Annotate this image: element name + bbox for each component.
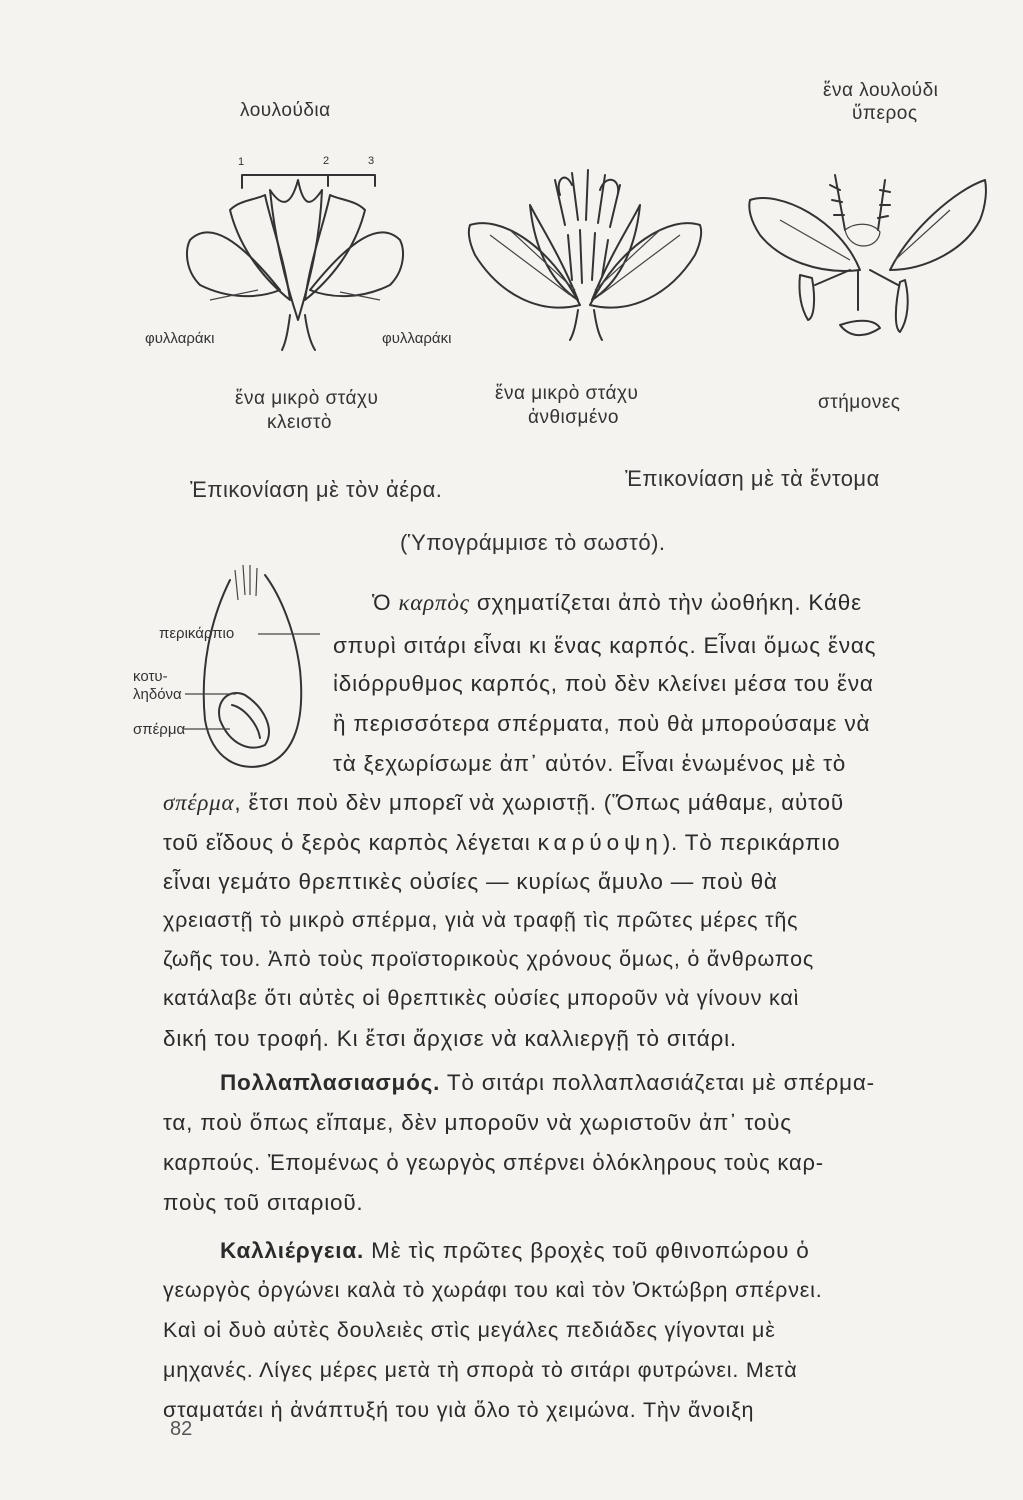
flower-number-1: 1 bbox=[238, 156, 245, 168]
underline-instruction: (Ὑπογράμμισε τὸ σωστό). bbox=[400, 530, 666, 555]
text-line: ἰδιόρρυθμος καρπός, ποὺ δὲν κλείνει μέσα του ἕνα bbox=[333, 671, 874, 696]
cotyledon-label-1: κοτυ- bbox=[133, 668, 168, 685]
pistil-label: ὕπερος bbox=[852, 103, 918, 124]
text-line: μηχανές. Λίγες μέρες μετὰ τὴ σπορὰ τὸ σιτάρι φυτρώνει. Μετὰ bbox=[163, 1358, 798, 1382]
text-line: σπέρμα, ἔτσι ποὺ δὲν μπορεῖ νὰ χωριστῇ. (Ὅπως μάθαμε, αὐτοῦ bbox=[163, 790, 844, 815]
text-line: τὰ ξεχωρίσωμε ἀπ᾿ αὐτόν. Εἶναι ἑνωμένος μὲ τὸ bbox=[333, 751, 847, 776]
single-flower-label: ἕνα λουλούδι bbox=[823, 80, 939, 101]
text-line: εἶναι γεμάτο θρεπτικὲς οὐσίες — κυρίως ἄμυλο — ποὺ θὰ bbox=[163, 869, 778, 894]
text-line: Καὶ οἱ δυὸ αὐτὲς δουλειὲς στὶς μεγάλες πεδιάδες γίγονται μὲ bbox=[163, 1318, 776, 1342]
blooming-spikelet-caption-1: ἕνα μικρὸ στάχυ bbox=[495, 383, 639, 404]
text-line: γεωργὸς ὀργώνει καλὰ τὸ χωράφι του καὶ τὸν Ὀκτώβρη σπέρνει. bbox=[163, 1278, 823, 1302]
stamens-label: στήμονες bbox=[818, 392, 901, 413]
text-line: χρειαστῇ τὸ μικρὸ σπέρμα, γιὰ νὰ τραφῇ τὶς πρῶτες μέρες τῆς bbox=[163, 908, 799, 932]
text-line: τα, ποὺ ὅπως εἴπαμε, δὲν μποροῦν νὰ χωριστοῦν ἀπ᾿ τοὺς bbox=[163, 1110, 792, 1135]
text-line: δική του τροφή. Κι ἔτσι ἄρχισε νὰ καλλιεργῇ τὸ σιτάρι. bbox=[163, 1026, 737, 1051]
seed-label: σπέρμα bbox=[133, 721, 186, 738]
heading-cultivation: Καλλιέργεια. bbox=[220, 1238, 365, 1263]
text-line: Πολλαπλασιασμός. Τὸ σιτάρι πολλαπλασιάζεται μὲ σπέρμα- bbox=[220, 1070, 875, 1095]
closed-spikelet-caption-2: κλειστὸ bbox=[267, 412, 332, 433]
text-line: κατάλαβε ὅτι αὐτὲς οἱ θρεπτικὲς οὐσίες μποροῦν νὰ γίνουν καὶ bbox=[163, 986, 800, 1010]
blooming-spikelet-caption-2: ἀνθισμένο bbox=[528, 407, 619, 428]
keyword-fruit: καρπὸς bbox=[398, 590, 470, 615]
text-line: Ὁ καρπὸς σχηματίζεται ἀπὸ τὴν ὠοθήκη. Κάθε bbox=[372, 590, 862, 615]
flowers-label: λουλούδια bbox=[240, 100, 331, 121]
text-line: ἢ περισσότερα σπέρματα, ποὺ θὰ μπορούσαμε νὰ bbox=[333, 711, 871, 736]
term-caryopsis: καρύοψη bbox=[537, 830, 663, 855]
text-line: καρπούς. Ἐπομένως ὁ γεωργὸς σπέρνει ὁλόκληρους τοὺς καρ- bbox=[163, 1150, 824, 1175]
flower-number-3: 3 bbox=[368, 155, 375, 167]
page-number: 82 bbox=[170, 1418, 193, 1440]
pollination-by-air: Ἐπικονίαση μὲ τὸν ἀέρα. bbox=[190, 477, 443, 502]
text-line: ζωῆς του. Ἀπὸ τοὺς προϊστορικοὺς χρόνους ὅμως, ὁ ἄνθρωπος bbox=[163, 947, 815, 971]
leaflet-label-left: φυλλαράκι bbox=[145, 330, 215, 347]
heading-propagation: Πολλαπλασιασμός. bbox=[220, 1070, 441, 1095]
flower-number-2: 2 bbox=[323, 155, 330, 167]
text-line: τοῦ εἴδους ὁ ξερὸς καρπὸς λέγεται καρύοψη). Τὸ περικάρπιο bbox=[163, 830, 841, 855]
text-line: σπυρὶ σιτάρι εἶναι κι ἕνας καρπός. Εἶναι ὅμως ἕνας bbox=[333, 633, 877, 658]
closed-spikelet-caption-1: ἕνα μικρὸ στάχυ bbox=[235, 388, 379, 409]
text-line: σταματάει ἡ ἀνάπτυξή του γιὰ ὅλο τὸ χειμώνα. Τὴν ἄνοιξη bbox=[163, 1398, 755, 1422]
text-line: Καλλιέργεια. Μὲ τὶς πρῶτες βροχὲς τοῦ φθινοπώρου ὁ bbox=[220, 1238, 810, 1263]
text-line: ποὺς τοῦ σιταριοῦ. bbox=[163, 1190, 364, 1215]
leaflet-label-right: φυλλαράκι bbox=[382, 330, 452, 347]
keyword-seed: σπέρμα bbox=[163, 790, 235, 815]
pollination-by-insects: Ἐπικονίαση μὲ τὰ ἔντομα bbox=[625, 466, 880, 491]
cotyledon-label-2: ληδόνα bbox=[133, 686, 182, 703]
pericarp-label: περικάρπιο bbox=[159, 625, 235, 642]
